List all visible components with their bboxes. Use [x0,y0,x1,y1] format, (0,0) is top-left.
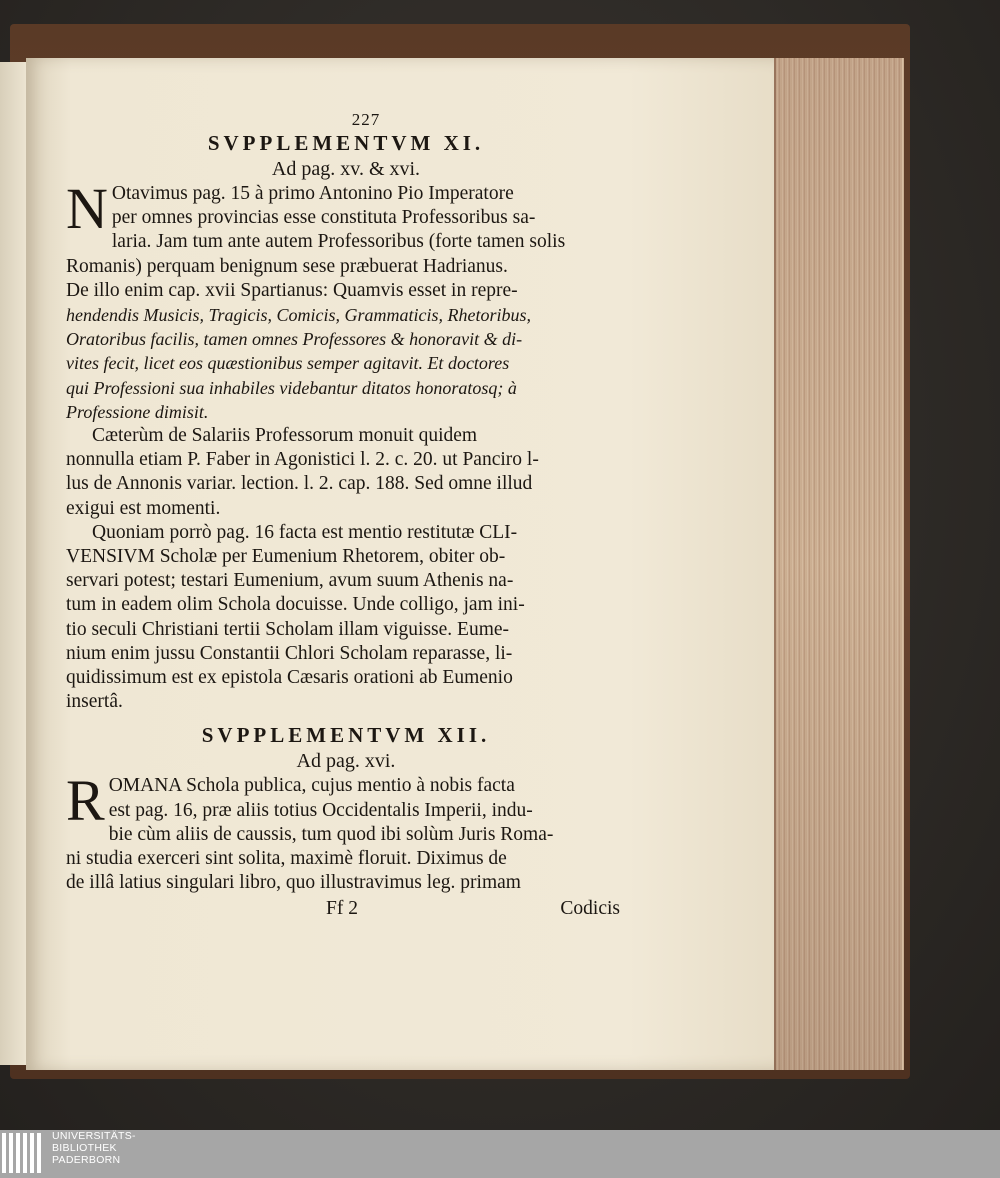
text-line: laria. Jam tum ante autem Professoribus (forte tamen solis [111,231,566,253]
text-line: tio seculi Christiani tertii Scholam illam viguisse. Eume- [66,618,510,640]
dropcap-r: R [66,768,105,834]
section-title-xi: SVPPLEMENTVM XI. [207,131,485,155]
text-line: Cæterùm de Salariis Professorum monuit quidem [92,425,478,447]
paragraph-3 [66,521,626,715]
paragraph-2 [66,424,626,521]
text-line: De illo enim cap. xvii Spartianus: Quamvis esset in repre- [66,279,518,301]
page-text [66,110,626,922]
text-line: hendendis Musicis, Tragicis, Comicis, Grammaticis, Rhetoribus, [66,305,531,326]
text-line: Oratoribus facilis, tamen omnes Professores & honoravit & di- [66,329,523,350]
text-line: vites fecit, licet eos quæstionibus semper agitavit. Et doctores [66,353,510,374]
left-page-edge [0,62,27,1065]
text-line: VENSIVM Scholæ per Eumenium Rhetorem, obiter ob- [66,546,506,568]
text-line: per omnes provincias esse constituta Professoribus sa- [111,207,536,229]
dropcap-n: N [66,176,108,241]
text-line: ni studia exerceri sint solita, maximè floruit. Diximus de [66,848,507,870]
text-line: insertâ. [66,691,123,713]
section-subtitle-xi: Ad pag. xv. & xvi. [271,158,421,180]
text-line: Romanis) perquam benignum sese præbuerat Hadrianus. [66,255,508,277]
page-edges-shade [774,58,902,1070]
text-line: quidissimum est ex epistola Cæsaris orationi ab Eumenio [66,667,513,689]
library-logo-icon [2,1131,48,1177]
text-line: servari potest; testari Eumenium, avum suum Athenis na- [66,570,514,592]
library-logo-text [52,1130,136,1166]
text-line: exigui est momenti. [66,497,221,519]
text-line: bie cùm aliis de caussis, tum quod ibi solùm Juris Roma- [108,823,554,845]
logo-line: BIBLIOTHEK [52,1142,117,1154]
text-line: qui Professioni sua inhabiles videbantur ditatos honoratosq; à [66,377,517,398]
text-line: nonnulla etiam P. Faber in Agonistici l. 2. c. 20. ut Panciro l- [66,449,539,471]
text-line: Quoniam porrò pag. 16 facta est mentio restitutæ CLI- [92,521,518,543]
signature-mark: Ff 2 [326,898,358,920]
page-number: 227 [351,110,381,129]
library-footer [0,1130,1000,1178]
section-subtitle-xii: Ad pag. xvi. [296,750,396,773]
section-title-xii: SVPPLEMENTVM XII. [201,723,491,748]
text-line: de illâ latius singulari libro, quo illustravimus leg. primam [66,872,521,894]
text-line: Professione dimisit. [66,401,209,422]
text-line: OMANA Schola publica, cujus mentio à nobis facta [108,775,515,797]
text-line: nium enim jussu Constantii Chlori Scholam reparasse, li- [66,642,513,664]
text-line: Otavimus pag. 15 à primo Antonino Pio Imperatore [111,183,514,204]
text-line: tum in eadem olim Schola docuisse. Unde colligo, jam ini- [66,594,525,616]
text-line: lus de Annonis variar. lection. l. 2. cap. 188. Sed omne illud [66,473,533,495]
text-line: est pag. 16, præ aliis totius Occidentalis Imperii, indu- [108,799,533,821]
page-footer-line [66,897,626,921]
paragraph-4 [66,768,626,895]
logo-line: PADERBORN [52,1154,121,1166]
catchword: Codicis [560,898,620,920]
logo-line: UNIVERSITÄTS- [52,1130,136,1142]
paragraph-1 [66,176,626,424]
